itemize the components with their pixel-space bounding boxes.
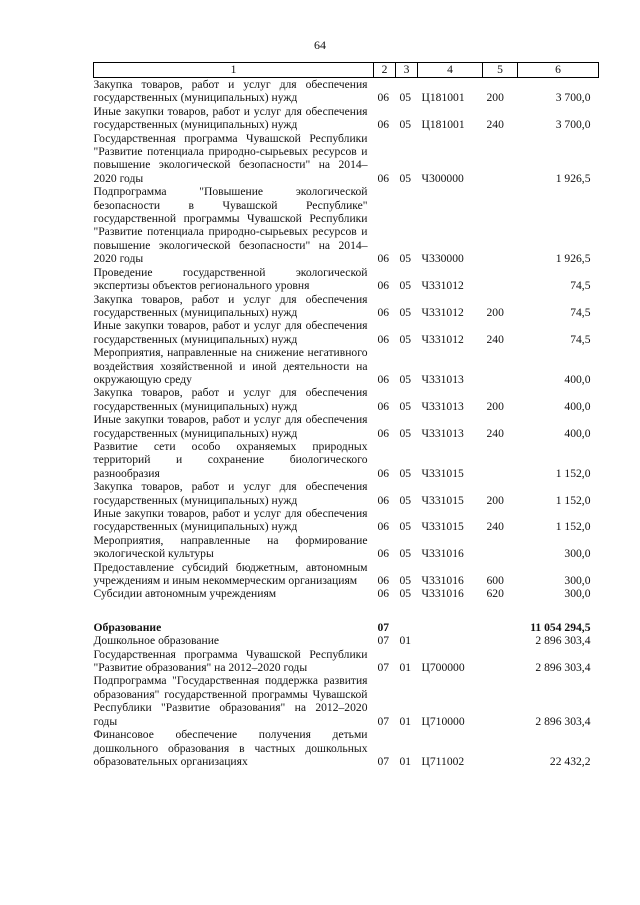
row-col-4: Ц700000	[421, 661, 465, 675]
row-name: Закупка товаров, работ и услуг для обеспечения государственных (муниципальных) нужд	[93, 292, 368, 319]
row-col-4: Ч331016	[421, 574, 464, 588]
row-amount: 1 926,5	[555, 252, 591, 266]
row-amount: 3 700,0	[555, 91, 591, 105]
row-col-4: Ч331016	[421, 587, 464, 601]
table-row	[94, 440, 599, 480]
row-col-5	[483, 634, 518, 647]
row-col-5	[483, 728, 518, 768]
row-col-5: 240	[486, 118, 504, 132]
row-amount: 74,5	[570, 305, 591, 319]
table-row	[94, 185, 599, 265]
row-amount: 1 152,0	[555, 493, 591, 507]
row-name: Закупка товаров, работ и услуг для обеспечения государственных (муниципальных) нужд	[93, 480, 368, 507]
table-row	[94, 621, 599, 634]
header-col-3: 3	[396, 63, 418, 78]
row-col-5	[483, 648, 518, 675]
header-col-4: 4	[418, 63, 483, 78]
table-row	[94, 507, 599, 534]
row-col-4: Ч331015	[421, 520, 464, 534]
row-amount: 2 896 303,4	[535, 714, 591, 728]
table-row	[94, 561, 599, 588]
row-col-2: 06	[377, 305, 390, 319]
row-col-3: 05	[399, 279, 412, 293]
row-col-4: Ч331015	[421, 493, 464, 507]
row-col-2: 06	[377, 279, 390, 293]
row-col-3: 05	[399, 520, 412, 534]
row-col-3	[396, 621, 418, 634]
row-name: Проведение государственной экологической экспертизы объектов регионального уровня	[93, 265, 368, 293]
row-amount: 74,5	[570, 332, 591, 346]
row-col-3: 05	[399, 252, 412, 266]
row-col-5	[483, 132, 518, 186]
row-amount: 300,0	[564, 587, 591, 601]
row-col-2: 06	[377, 426, 390, 440]
row-col-3: 05	[399, 118, 412, 132]
row-amount: 2 896 303,4	[535, 661, 591, 675]
row-col-5: 600	[486, 574, 504, 588]
row-col-5	[483, 346, 518, 386]
row-col-5: 240	[486, 426, 504, 440]
row-amount: 74,5	[570, 279, 591, 293]
table-row	[94, 728, 599, 768]
row-name: Иные закупки товаров, работ и услуг для обеспечения государственных (муниципальных) нужд	[93, 507, 368, 534]
row-col-4: Ч331016	[421, 547, 464, 561]
row-name: Предоставление субсидий бюджетным, автономным учреждениям и иным некоммерческим организациям	[93, 560, 368, 588]
row-amount: 11 054 294,5	[530, 620, 591, 634]
row-col-2: 07	[377, 661, 390, 675]
row-col-5: 200	[486, 305, 504, 319]
row-amount: 2 896 303,4	[535, 634, 591, 648]
row-col-2: 06	[377, 520, 390, 534]
row-col-4: Ч331012	[421, 305, 464, 319]
row-col-4: Ч330000	[421, 252, 464, 266]
header-col-1: 1	[94, 63, 374, 78]
row-col-3: 05	[399, 372, 412, 386]
row-col-5	[483, 674, 518, 728]
row-col-3: 05	[399, 493, 412, 507]
row-name: Закупка товаров, работ и услуг для обеспечения государственных (муниципальных) нужд	[93, 78, 368, 105]
row-amount: 1 152,0	[555, 520, 591, 534]
row-col-3: 05	[399, 574, 412, 588]
row-col-5	[483, 185, 518, 265]
header-col-6: 6	[518, 63, 599, 78]
row-col-2: 06	[377, 574, 390, 588]
row-col-3: 01	[399, 661, 412, 675]
header-col-2: 2	[374, 63, 396, 78]
budget-table	[93, 62, 599, 768]
row-col-3: 05	[399, 399, 412, 413]
row-col-3: 05	[399, 332, 412, 346]
row-col-4: Ч331012	[421, 279, 464, 293]
row-name: Подпрограмма "Государственная поддержка развития образования" государственной программы Чувашской Республики "Развитие образования" на 2012–2020 годы	[93, 674, 368, 728]
row-col-5: 200	[486, 399, 504, 413]
row-name: Образование	[93, 620, 162, 634]
table-row	[94, 534, 599, 561]
row-col-4	[418, 621, 483, 634]
row-col-3: 05	[399, 91, 412, 105]
row-name: Закупка товаров, работ и услуг для обеспечения государственных (муниципальных) нужд	[93, 386, 368, 413]
table-row	[94, 480, 599, 507]
row-col-3: 05	[399, 466, 412, 480]
row-col-5: 620	[486, 587, 504, 601]
row-col-4: Ч331015	[421, 466, 464, 480]
row-col-4: Ц711002	[421, 754, 465, 768]
row-col-4: Ц181001	[421, 118, 465, 132]
page-number: 64	[314, 38, 326, 52]
row-col-2: 06	[377, 91, 390, 105]
row-amount: 22 432,2	[549, 754, 591, 768]
row-col-4: Ч331013	[421, 426, 464, 440]
row-col-4	[418, 634, 483, 647]
table-row	[94, 386, 599, 413]
row-col-3: 01	[399, 754, 412, 768]
row-col-2: 06	[377, 252, 390, 266]
row-col-5: 200	[486, 493, 504, 507]
row-col-2: 06	[377, 332, 390, 346]
row-col-5: 240	[486, 332, 504, 346]
row-amount: 300,0	[564, 574, 591, 588]
row-name: Подпрограмма "Повышение экологической безопасности в Чувашской Республике" государственной программы Чувашской Республики "Развитие потенциала природно-сырьевых ресурсов и повышение экологической безопасности" на 2014–2020 годы	[93, 185, 368, 266]
row-col-3: 05	[399, 426, 412, 440]
row-col-2: 06	[377, 399, 390, 413]
row-name: Государственная программа Чувашской Республики "Развитие потенциала природно-сырьевых ресурсов и повышение экологической безопасности" на 2014–2020 годы	[93, 131, 368, 185]
table-row	[94, 132, 599, 186]
row-col-2: 06	[377, 118, 390, 132]
row-amount: 400,0	[564, 372, 591, 386]
row-name: Иные закупки товаров, работ и услуг для обеспечения государственных (муниципальных) нужд	[93, 413, 368, 440]
row-name: Иные закупки товаров, работ и услуг для обеспечения государственных (муниципальных) нужд	[93, 319, 368, 346]
row-col-2: 07	[377, 634, 390, 648]
row-col-5: 240	[486, 520, 504, 534]
spacer-row	[94, 601, 599, 621]
table-row	[94, 413, 599, 440]
row-col-3: 05	[399, 305, 412, 319]
table-row	[94, 78, 599, 105]
table-row	[94, 319, 599, 346]
spacer-cell	[94, 601, 599, 621]
row-name: Субсидии автономным учреждениям	[93, 587, 277, 601]
row-col-2: 07	[377, 714, 390, 728]
row-col-3: 01	[399, 634, 412, 648]
row-col-4: Ц181001	[421, 91, 465, 105]
header-row	[94, 63, 599, 78]
row-col-2: 06	[377, 547, 390, 561]
table-row	[94, 674, 599, 728]
row-name: Дошкольное образование	[93, 634, 220, 648]
row-col-3: 05	[399, 587, 412, 601]
row-name: Мероприятия, направленные на снижение негативного воздействия хозяйственной и иной деятельности на окружающую среду	[93, 346, 368, 386]
row-col-4: Ч331013	[421, 399, 464, 413]
row-amount: 400,0	[564, 399, 591, 413]
table-row	[94, 266, 599, 293]
row-col-2: 06	[377, 466, 390, 480]
row-amount: 3 700,0	[555, 118, 591, 132]
row-col-2: 06	[377, 171, 390, 185]
row-name: Мероприятия, направленные на формирование экологической культуры	[93, 533, 368, 561]
table-row	[94, 105, 599, 132]
row-col-4: Ц710000	[421, 714, 465, 728]
row-col-4: Ч331013	[421, 372, 464, 386]
table-row	[94, 346, 599, 386]
header-col-5: 5	[483, 63, 518, 78]
row-name: Иные закупки товаров, работ и услуг для обеспечения государственных (муниципальных) нужд	[93, 104, 368, 132]
row-col-2: 07	[377, 620, 390, 634]
table-row	[94, 634, 599, 647]
row-col-2: 06	[377, 587, 390, 601]
row-col-2: 07	[377, 754, 390, 768]
table-row	[94, 587, 599, 600]
row-col-4: Ч331012	[421, 332, 464, 346]
row-col-5	[483, 534, 518, 561]
row-col-3: 05	[399, 171, 412, 185]
row-name: Развитие сети особо охраняемых природных территорий и сохранение биологического разнообразия	[93, 439, 368, 480]
table-row	[94, 648, 599, 675]
row-amount: 400,0	[564, 426, 591, 440]
row-amount: 1 152,0	[555, 466, 591, 480]
row-col-5	[483, 621, 518, 634]
row-amount: 300,0	[564, 547, 591, 561]
row-name: Государственная программа Чувашской Республики "Развитие образования" на 2012–2020 годы	[93, 647, 368, 675]
row-col-5	[483, 266, 518, 293]
row-col-3: 01	[399, 714, 412, 728]
row-col-2: 06	[377, 372, 390, 386]
row-col-4: Ч300000	[421, 171, 464, 185]
row-amount: 1 926,5	[555, 171, 591, 185]
row-col-2: 06	[377, 493, 390, 507]
row-col-5: 200	[486, 91, 504, 105]
row-col-3: 05	[399, 547, 412, 561]
row-name: Финансовое обеспечение получения детьми дошкольного образования в частных дошкольных образовательных организациях	[93, 728, 368, 768]
row-col-5	[483, 440, 518, 480]
table-row	[94, 293, 599, 320]
